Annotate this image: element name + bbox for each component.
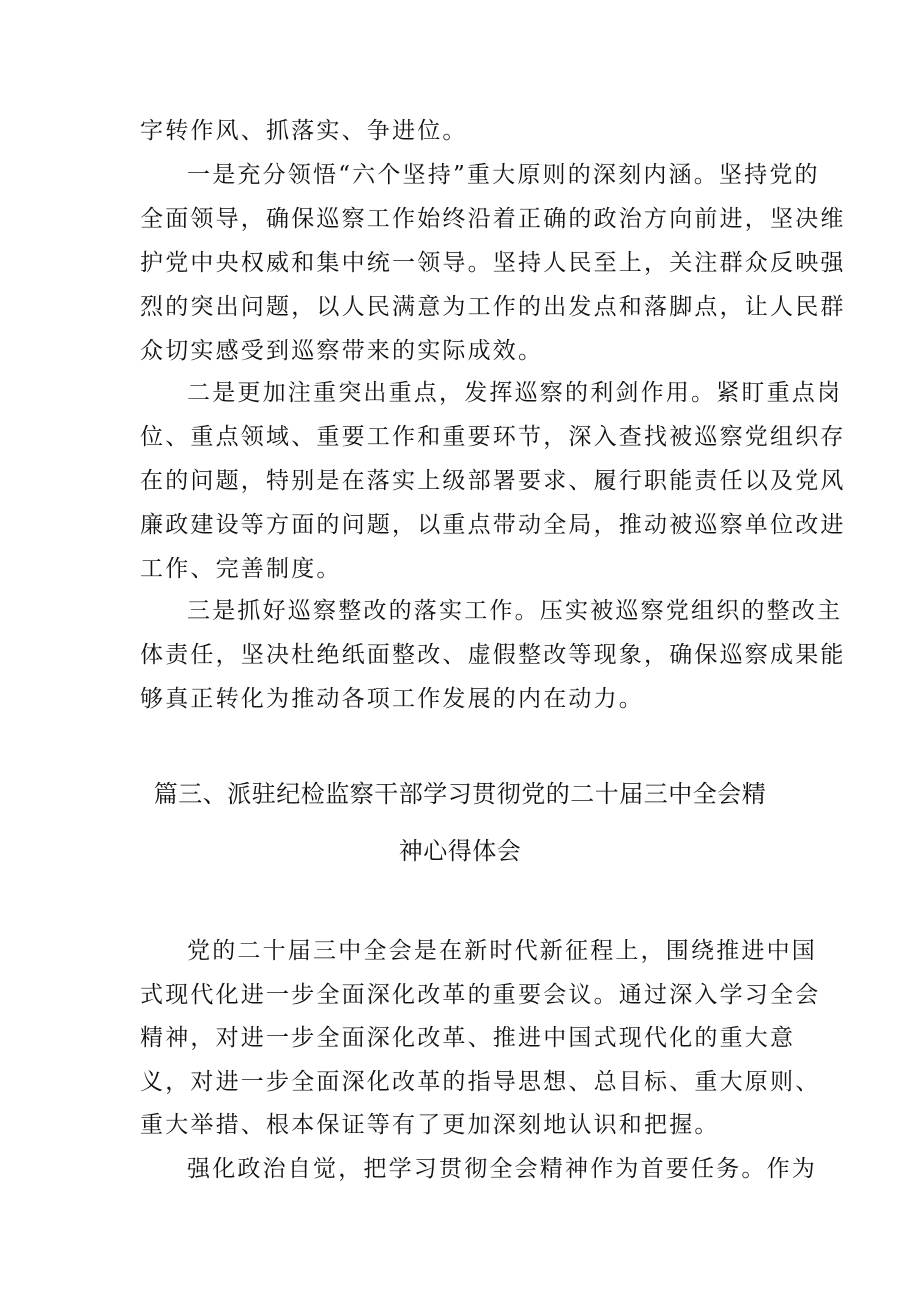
- paragraph-line: 众切实感受到巡察带来的实际成效。: [140, 338, 544, 364]
- paragraph-line: 重大举措、根本保证等有了更加深刻地认识和把握。: [140, 1112, 720, 1138]
- paragraph-line: 工作、完善制度。: [140, 556, 342, 582]
- paragraph-line: 烈的突出问题，以人民满意为工作的出发点和落脚点，让人民群: [140, 294, 846, 320]
- paragraph-line: 二是更加注重突出重点，发挥巡察的利剑作用。紧盯重点岗: [187, 380, 843, 406]
- paragraph-line: 式现代化进一步全面深化改革的重要会议。通过深入学习全会: [140, 982, 821, 1008]
- paragraph-line: 护党中央权威和集中统一领导。坚持人民至上，关注群众反映强: [140, 250, 846, 276]
- paragraph-line: 全面领导，确保巡察工作始终沿着正确的政治方向前进，坚决维: [140, 206, 846, 232]
- section-heading: 神心得体会: [398, 837, 522, 865]
- paragraph-line: 三是抓好巡察整改的落实工作。压实被巡察党组织的整改主: [187, 598, 843, 624]
- section-heading: 篇三、派驻纪检监察干部学习贯彻党的二十届三中全会精: [153, 780, 767, 808]
- paragraph-line: 位、重点领域、重要工作和重要环节，深入查找被巡察党组织存: [140, 424, 846, 450]
- paragraph-line: 字转作风、抓落实、争进位。: [140, 118, 468, 144]
- paragraph-line: 体责任，坚决杜绝纸面整改、虚假整改等现象，确保巡察成果能: [140, 642, 846, 668]
- paragraph-line: 在的问题，特别是在落实上级部署要求、履行职能责任以及党风: [140, 468, 846, 494]
- paragraph-line: 廉政建设等方面的问题，以重点带动全局，推动被巡察单位改进: [140, 512, 846, 538]
- paragraph-line: 精神，对进一步全面深化改革、推进中国式现代化的重大意: [140, 1025, 796, 1051]
- paragraph-line: 强化政治自觉，把学习贯彻全会精神作为首要任务。作为: [187, 1156, 817, 1182]
- paragraph-line: 党的二十届三中全会是在新时代新征程上，围绕推进中国: [187, 938, 817, 964]
- paragraph-line: 够真正转化为推动各项工作发展的内在动力。: [140, 686, 644, 712]
- paragraph-line: 一是充分领悟“六个坚持”重大原则的深刻内涵。坚持党的: [187, 162, 820, 188]
- paragraph-line: 义，对进一步全面深化改革的指导思想、总目标、重大原则、: [140, 1069, 821, 1095]
